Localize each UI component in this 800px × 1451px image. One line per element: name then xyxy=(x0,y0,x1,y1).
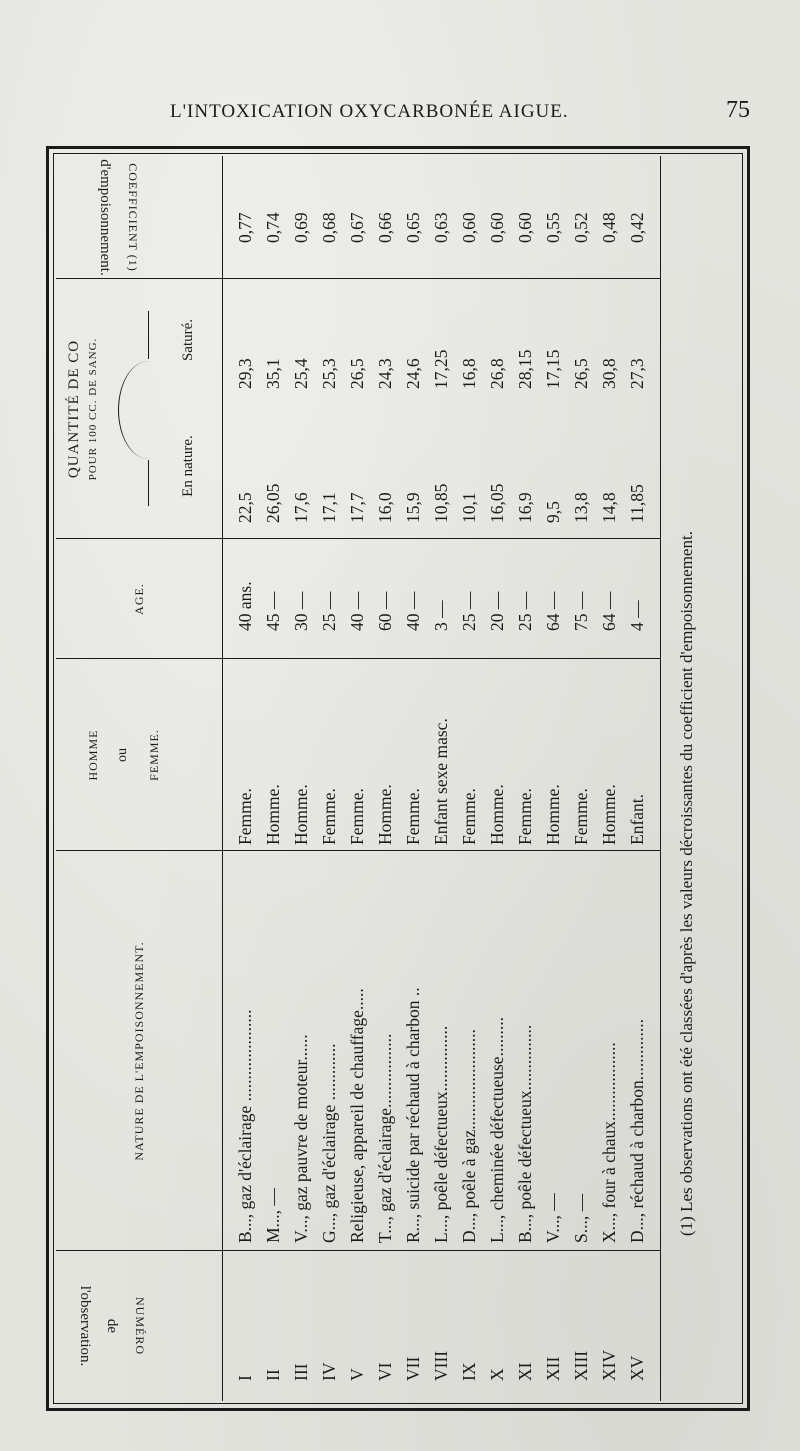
cell-en-nature: 16,05 xyxy=(487,483,507,523)
header-quantite xyxy=(66,279,99,539)
cell-age: 3 — xyxy=(431,600,451,631)
cell-en-nature: 22,5 xyxy=(235,492,255,523)
cell-nature: V..., gaz pauvre de moteur...... xyxy=(291,1034,311,1243)
cell-coefficient: 0,67 xyxy=(347,212,367,243)
cell-numero: XIV xyxy=(599,1349,619,1381)
header-en-nature: En nature. xyxy=(180,435,196,497)
cell-nature: B..., poêle défectueux............... xyxy=(515,1024,535,1243)
cell-coefficient: 0,74 xyxy=(263,212,283,243)
cell-coefficient: 0,60 xyxy=(459,212,479,243)
cell-en-nature: 17,7 xyxy=(347,492,367,523)
cell-nature: M..., — xyxy=(263,1188,283,1243)
header-coef-line1: COEFFICIENT (1) xyxy=(126,163,140,272)
cell-sature: 30,8 xyxy=(599,358,619,389)
cell-nature: V..., — xyxy=(543,1193,563,1243)
cell-coefficient: 0,48 xyxy=(599,212,619,243)
cell-age: 60 — xyxy=(375,591,395,631)
cell-age: 40 — xyxy=(347,591,367,631)
cell-sature: 25,3 xyxy=(319,358,339,389)
cell-sexe: Homme. xyxy=(543,784,563,845)
cell-sexe: Homme. xyxy=(263,784,283,845)
cell-numero: XII xyxy=(543,1356,563,1381)
cell-numero: VII xyxy=(403,1356,423,1381)
footnote: (1) Les observations ont été classées d'après les valeurs décroissantes du coefficient d'empoisonnement. xyxy=(677,531,696,1236)
cell-age: 25 — xyxy=(319,591,339,631)
cell-nature: G..., gaz d'éclairage ............. xyxy=(319,1043,339,1243)
cell-sexe: Femme. xyxy=(403,788,423,845)
cell-en-nature: 16,9 xyxy=(515,492,535,523)
cell-sexe: Homme. xyxy=(487,784,507,845)
cell-numero: VI xyxy=(375,1362,395,1381)
header-numero xyxy=(76,1251,147,1401)
header-bottom-rule xyxy=(222,156,223,1401)
cell-sexe: Enfant. xyxy=(627,793,647,845)
cell-sexe: Homme. xyxy=(375,784,395,845)
cell-nature: D..., réchaud à charbon.............. xyxy=(627,1018,647,1243)
cell-nature: B..., gaz d'éclairage ..................... xyxy=(235,1009,255,1243)
header-coef-line2: d'empoisonnement. xyxy=(97,159,113,276)
cell-numero: I xyxy=(235,1375,255,1381)
cell-en-nature: 9,5 xyxy=(543,501,563,523)
qty-brace xyxy=(118,361,179,459)
col-divider-quantite xyxy=(56,278,660,279)
cell-coefficient: 0,60 xyxy=(487,212,507,243)
cell-sature: 17,25 xyxy=(431,349,451,389)
cell-sature: 24,6 xyxy=(403,358,423,389)
cell-numero: XIII xyxy=(571,1350,591,1381)
cell-sexe: Femme. xyxy=(515,788,535,845)
cell-numero: VIII xyxy=(431,1350,451,1381)
cell-en-nature: 10,1 xyxy=(459,492,479,523)
cell-age: 64 — xyxy=(599,591,619,631)
cell-numero: V xyxy=(347,1368,367,1381)
cell-sexe: Homme. xyxy=(291,784,311,845)
cell-sexe: Femme. xyxy=(571,788,591,845)
table-bottom-rule xyxy=(660,156,661,1401)
cell-age: 40 ans. xyxy=(235,581,255,631)
cell-coefficient: 0,42 xyxy=(627,212,647,243)
cell-numero: XV xyxy=(627,1355,647,1381)
cell-sexe: Femme. xyxy=(459,788,479,845)
header-nature: NATURE DE L'EMPOISONNEMENT. xyxy=(132,941,146,1161)
cell-nature: S..., — xyxy=(571,1193,591,1243)
cell-coefficient: 0,77 xyxy=(235,212,255,243)
cell-sature: 26,8 xyxy=(487,358,507,389)
cell-en-nature: 13,8 xyxy=(571,492,591,523)
rotated-table xyxy=(56,156,740,1401)
cell-en-nature: 11,85 xyxy=(627,484,647,523)
cell-en-nature: 14,8 xyxy=(599,492,619,523)
cell-sature: 26,5 xyxy=(571,358,591,389)
cell-en-nature: 16,0 xyxy=(375,492,395,523)
header-numero-line3: l'observation. xyxy=(77,1285,93,1367)
cell-en-nature: 17,1 xyxy=(319,492,339,523)
qty-sub-rule-left xyxy=(148,460,149,506)
cell-coefficient: 0,55 xyxy=(543,212,563,243)
cell-numero: XI xyxy=(515,1362,535,1381)
cell-sature: 27,3 xyxy=(627,358,647,389)
cell-age: 30 — xyxy=(291,591,311,631)
cell-sature: 28,15 xyxy=(515,349,535,389)
cell-coefficient: 0,52 xyxy=(571,212,591,243)
header-numero-line1: NUMÉRO xyxy=(133,1296,147,1355)
header-sexe-line3: FEMME. xyxy=(147,729,161,781)
header-quantite-line1: QUANTITÉ DE CO xyxy=(66,339,82,479)
cell-nature: L..., poêle défectueux............... xyxy=(431,1025,451,1243)
cell-coefficient: 0,60 xyxy=(515,212,535,243)
cell-sexe: Homme. xyxy=(599,784,619,845)
running-head xyxy=(0,97,800,127)
cell-sature: 17,15 xyxy=(543,349,563,389)
cell-nature: L..., cheminée défectueuse......... xyxy=(487,1017,507,1243)
cell-age: 75 — xyxy=(571,591,591,631)
cell-numero: II xyxy=(263,1369,283,1381)
cell-coefficient: 0,68 xyxy=(319,212,339,243)
cell-age: 64 — xyxy=(543,591,563,631)
header-numero-line2: de xyxy=(104,1318,120,1334)
header-quantite-line2: POUR 100 CC. DE SANG. xyxy=(87,337,99,481)
cell-age: 20 — xyxy=(487,591,507,631)
cell-numero: IX xyxy=(459,1362,479,1381)
header-coefficient xyxy=(96,156,140,279)
cell-numero: IV xyxy=(319,1362,339,1381)
cell-coefficient: 0,63 xyxy=(431,212,451,243)
cell-nature: D..., poêle à gaz....................... xyxy=(459,1029,479,1243)
header-sexe-line2: ou xyxy=(115,748,130,762)
cell-nature: Religieuse, appareil de chauffage..... xyxy=(347,988,367,1243)
header-sexe-line1: HOMME xyxy=(86,729,100,781)
cell-sexe: Femme. xyxy=(347,788,367,845)
header-sature: Saturé. xyxy=(180,318,196,362)
cell-nature: T..., gaz d'éclairage................. xyxy=(375,1033,395,1243)
header-sexe xyxy=(86,659,162,851)
cell-en-nature: 26,05 xyxy=(263,483,283,523)
cell-coefficient: 0,69 xyxy=(291,212,311,243)
cell-age: 4 — xyxy=(627,600,647,631)
cell-sature: 16,8 xyxy=(459,358,479,389)
cell-sature: 24,3 xyxy=(375,358,395,389)
header-age: AGE. xyxy=(132,583,146,615)
cell-sexe: Femme. xyxy=(235,788,255,845)
page-number: 75 xyxy=(726,97,750,123)
cell-numero: III xyxy=(291,1363,311,1381)
running-title: L'INTOXICATION OXYCARBONÉE AIGUE. xyxy=(170,101,569,122)
cell-numero: X xyxy=(487,1368,507,1381)
cell-nature: X..., four à chaux.................. xyxy=(599,1042,619,1243)
cell-coefficient: 0,66 xyxy=(375,212,395,243)
cell-en-nature: 15,9 xyxy=(403,492,423,523)
cell-sature: 35,1 xyxy=(263,358,283,389)
cell-nature: R..., suicide par réchaud à charbon .. xyxy=(403,987,423,1243)
qty-sub-rule-right xyxy=(148,311,149,359)
cell-sature: 29,3 xyxy=(235,358,255,389)
cell-coefficient: 0,65 xyxy=(403,212,423,243)
cell-sature: 25,4 xyxy=(291,358,311,389)
cell-en-nature: 10,85 xyxy=(431,483,451,523)
cell-en-nature: 17,6 xyxy=(291,492,311,523)
cell-age: 40 — xyxy=(403,591,423,631)
cell-sexe: Femme. xyxy=(319,788,339,845)
cell-age: 45 — xyxy=(263,591,283,631)
cell-sexe: Enfant sexe masc. xyxy=(431,718,451,845)
cell-sature: 26,5 xyxy=(347,358,367,389)
cell-age: 25 — xyxy=(459,591,479,631)
cell-age: 25 — xyxy=(515,591,535,631)
